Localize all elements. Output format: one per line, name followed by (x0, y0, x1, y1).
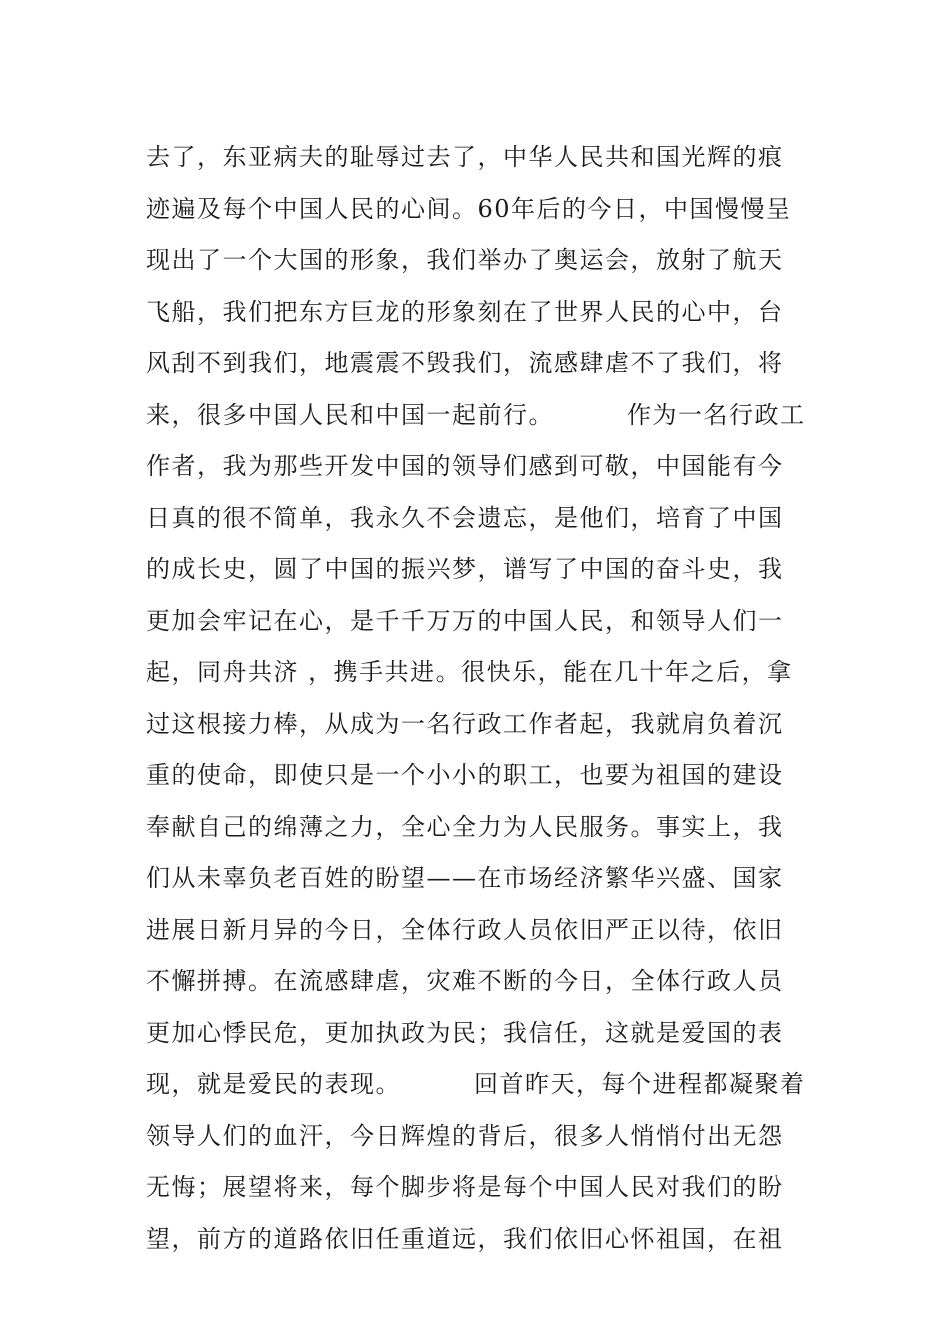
text-line: 来，很多中国人民和中国一起前行。 作为一名行政工 (146, 400, 806, 429)
text-line: 作者，我为那些开发中国的领导们感到可敬，中国能有今 (146, 452, 784, 480)
text-line: 去了，东亚病夫的耻辱过去了，中华人民共和国光辉的痕 (146, 143, 784, 171)
text-line: 更加会牢记在心，是千千万万的中国人民，和领导人们一 (146, 606, 784, 635)
text-line: 进展日新月异的今日，全体行政人员依旧严正以待，依旧 (146, 915, 784, 944)
text-line: 风刮不到我们，地震震不毁我们，流感肆虐不了我们，将 (146, 349, 784, 377)
text-line: 现，就是爱民的表现。 回首昨天，每个进程都凝聚着 (146, 1070, 806, 1098)
text-line: 们从未辜负老百姓的盼望——在市场经济繁华兴盛、国家 (146, 864, 784, 892)
text-line: 日真的很不简单，我永久不会遗忘，是他们，培育了中国 (146, 503, 784, 532)
text-line: 奉献自己的绵薄之力，全心全力为人民服务。事实上，我 (146, 812, 784, 841)
text-line: 迹遍及每个中国人民的心间。60年后的今日，中国慢慢呈 (146, 194, 792, 223)
text-line: 领导人们的血汗，今日辉煌的背后，很多人悄悄付出无怨 (146, 1121, 784, 1150)
text-line: 飞船，我们把东方巨龙的形象刻在了世界人民的心中，台 (146, 297, 784, 326)
text-line: 无悔；展望将来，每个脚步将是每个中国人民对我们的盼 (146, 1173, 784, 1201)
text-line: 的成长史，圆了中国的振兴梦，谱写了中国的奋斗史，我 (146, 555, 784, 583)
text-line: 起，同舟共济 ，携手共进。很快乐，能在几十年之后，拿 (146, 658, 793, 686)
text-line: 望，前方的道路依旧任重道远，我们依旧心怀祖国，在祖 (146, 1224, 784, 1253)
text-line: 过这根接力棒，从成为一名行政工作者起，我就肩负着沉 (146, 709, 784, 738)
text-line: 现出了一个大国的形象，我们举办了奥运会，放射了航天 (146, 246, 784, 274)
text-line: 重的使命，即使只是一个小小的职工，也要为祖国的建设 (146, 761, 784, 789)
body-text (146, 132, 816, 1265)
text-line: 不懈拼搏。在流感肆虐，灾难不断的今日，全体行政人员 (146, 967, 784, 995)
text-line: 更加心悸民危，更加执政为民；我信任，这就是爱国的表 (146, 1018, 784, 1047)
